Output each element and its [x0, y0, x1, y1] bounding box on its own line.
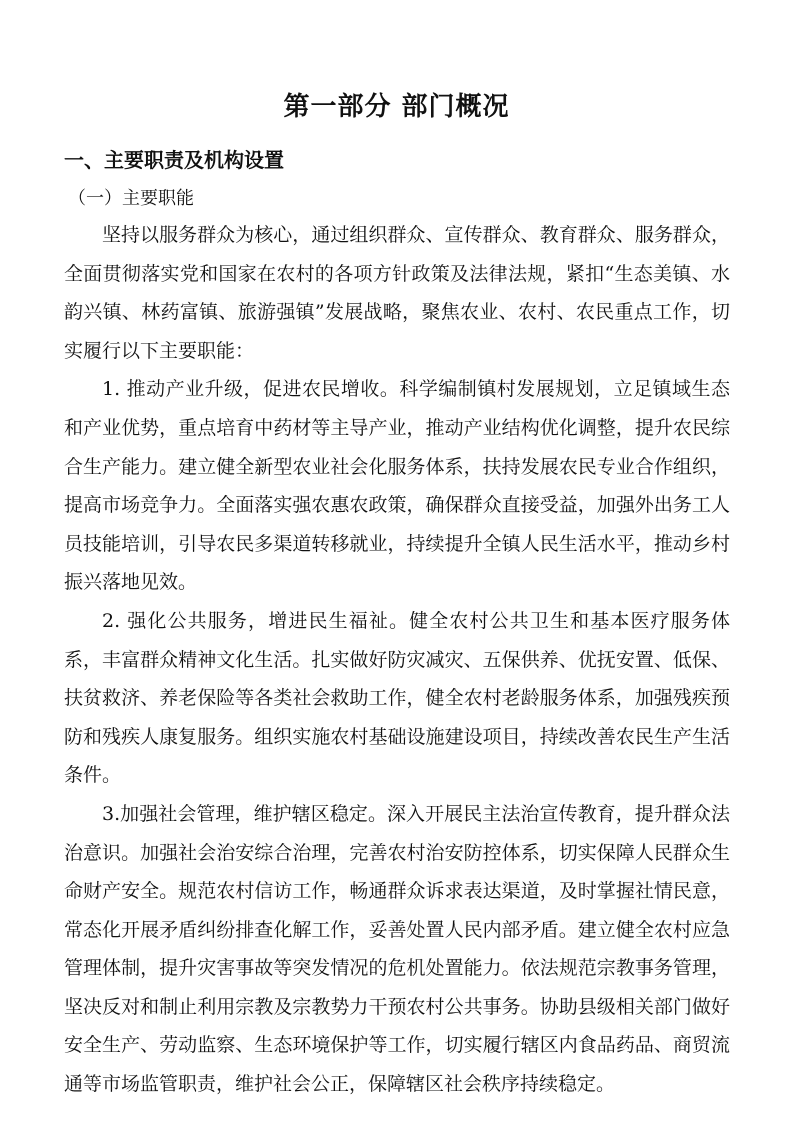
page-title: 第一部分 部门概况	[283, 92, 510, 122]
paragraph-function-1: 1. 推动产业升级，促进农民增收。科学编制镇村发展规划，立足镇域生态和产业优势，重点培育中药材等主导产业，推动产业结构优化调整，提升农民综合生产能力。建立健全新型农业社会化服务体系，扶持发展农民专业合作组织，提高市场竞争力。全面落实强农惠农政策，确保群众直接受益，加强外出务工人员技能培训，引导农民多渠道转移就业，持续提升全镇人民生活水平，推动乡村振兴落地见效。	[64, 378, 730, 594]
paragraph-function-2: 2. 强化公共服务，增进民生福祉。健全农村公共卫生和基本医疗服务体系，丰富群众精神文化生活。扎实做好防灾减灾、五保供养、优抚安置、低保、扶贫救济、养老保险等各类社会救助工作，健全农村老龄服务体系，加强残疾预防和残疾人康复服务。组织实施农村基础设施建设项目，持续改善农民生产生活条件。	[64, 609, 730, 787]
document-body	[64, 216, 730, 1104]
subsection-heading: （一）主要职能	[68, 188, 194, 209]
section-heading: 一、主要职责及机构设置	[64, 148, 284, 172]
paragraph-function-3: 3.加强社会管理，维护辖区稳定。深入开展民主法治宣传教育，提升群众法治意识。加强社会治安综合治理，完善农村治安防控体系，切实保障人民群众生命财产安全。规范农村信访工作，畅通群众诉求表达渠道，及时掌握社情民意，常态化开展矛盾纠纷排查化解工作，妥善处置人民内部矛盾。建立健全农村应急管理体制，提升灾害事故等突发情况的危机处置能力。依法规范宗教事务管理，坚决反对和制止利用宗教及宗教势力干预农村公共事务。协助县级相关部门做好安全生产、劳动监察、生态环境保护等工作，切实履行辖区内食品药品、商贸流通等市场监管职责，维护社会公正，保障辖区社会秩序持续稳定。	[64, 802, 730, 1096]
paragraph-intro: 坚持以服务群众为核心，通过组织群众、宣传群众、教育群众、服务群众，全面贯彻落实党和国家在农村的各项方针政策及法律法规，紧扣“生态美镇、水韵兴镇、林药富镇、旅游强镇”发展战略，聚焦农业、农村、农民重点工作，切实履行以下主要职能：	[64, 224, 730, 362]
